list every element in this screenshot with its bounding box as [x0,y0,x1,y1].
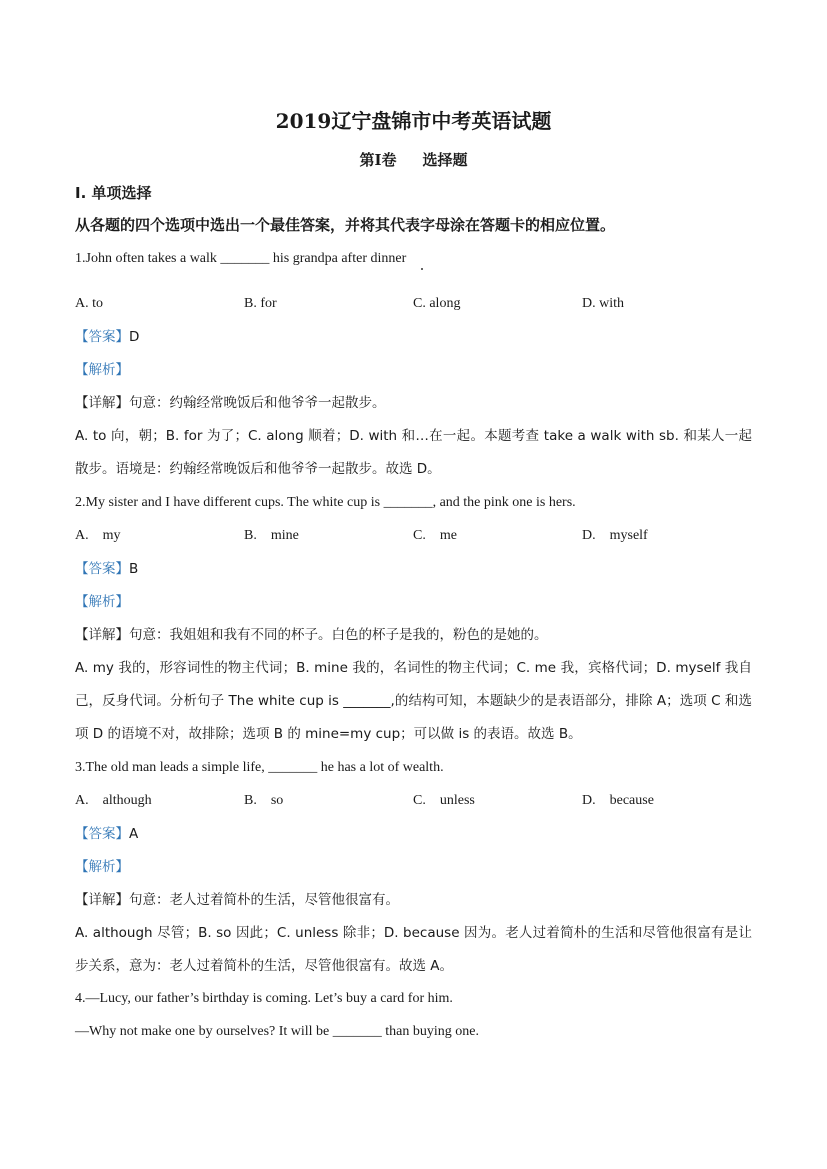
question-3-stem: 3.The old man leads a simple life, _______ he has a lot of wealth. [75,760,444,775]
question-1-option-d: D. with [582,296,624,311]
question-1-option-c: C. along [413,296,461,311]
question-3-option-b: B. so [244,793,284,808]
answer-value: B [129,561,139,577]
question-3-option-d: D. because [582,793,654,808]
question-2-detail: 【详解】句意：我姐姐和我有不同的杯子。白色的杯子是我的，粉色的是她的。 [75,627,548,643]
question-3-option-c: C. unless [413,793,475,808]
question-1-answer [75,328,139,346]
question-2-option-a: A. my [75,528,121,543]
question-2-stem: 2.My sister and I have different cups. The white cup is _______, and the pink one is hers. [75,495,576,510]
question-2-explanation: A. my 我的，形容词性的物主代词；B. mine 我的，名词性的物主代词；C. me 我，宾格代词；D. myself 我自己，反身代词。分析句子 The white cup is _______,的结构可知，本题缺少的是表语部分，排除 A；选项 C 和选项 D 的语境不对，故排除；选项 B 的 mine=my cup；可以做 is 的表语。故选 B。 [75,660,752,742]
question-1-detail: 【详解】句意：约翰经常晚饭后和他爷爷一起散步。 [75,395,386,411]
question-3-detail: 【详解】句意：老人过着简朴的生活，尽管他很富有。 [75,892,399,908]
question-1-analysis-label: 【解析】 [75,362,129,378]
question-2-option-d: D. myself [582,528,648,543]
question-3-answer [75,825,138,843]
question-1-stem: 1.John often takes a walk _______ his grandpa after dinner [75,251,407,266]
text-mark [421,268,423,270]
question-3-explanation: A. although 尽管；B. so 因此；C. unless 除非；D. because 因为。老人过着简朴的生活和尽管他很富有是让步关系，意为：老人过着简朴的生活，尽管他很富有。故选 A。 [75,925,752,974]
question-2-answer [75,560,138,578]
question-4-stem: 4.—Lucy, our father’s birthday is coming. Let’s buy a card for him. [75,991,453,1006]
question-2-option-c: C. me [413,528,457,543]
question-3-analysis-label: 【解析】 [75,859,129,875]
question-1-option-b: B. for [244,296,277,311]
part-subtitle [0,150,827,170]
question-2-option-b: B. mine [244,528,299,543]
question-1-option-a: A. to [75,296,103,311]
answer-label: 【答案】 [75,826,129,842]
question-2-analysis-label: 【解析】 [75,594,129,610]
answer-label: 【答案】 [75,329,129,345]
question-3-option-a: A. although [75,793,152,808]
page-title: 2019辽宁盘锦市中考英语试题 [275,109,552,133]
question-4-stem-reply: —Why not make one by ourselves? It will be _______ than buying one. [75,1024,479,1039]
question-1-explanation: A. to 向，朝；B. for 为了；C. along 顺着；D. with 和…在一起。本题考查 take a walk with sb. 和某人一起散步。语境是：约翰经常晚饭后和他爷爷一起散步。故选 D。 [75,428,752,477]
instruction: 从各题的四个选项中选出一个最佳答案，并将其代表字母涂在答题卡的相应位置。 [75,216,616,234]
part-number: 第Ⅰ卷 [359,151,397,169]
part-name: 选择题 [422,151,468,169]
answer-value: D [129,329,140,345]
section-heading: Ⅰ. 单项选择 [75,184,152,202]
answer-label: 【答案】 [75,561,129,577]
answer-value: A [129,826,139,842]
